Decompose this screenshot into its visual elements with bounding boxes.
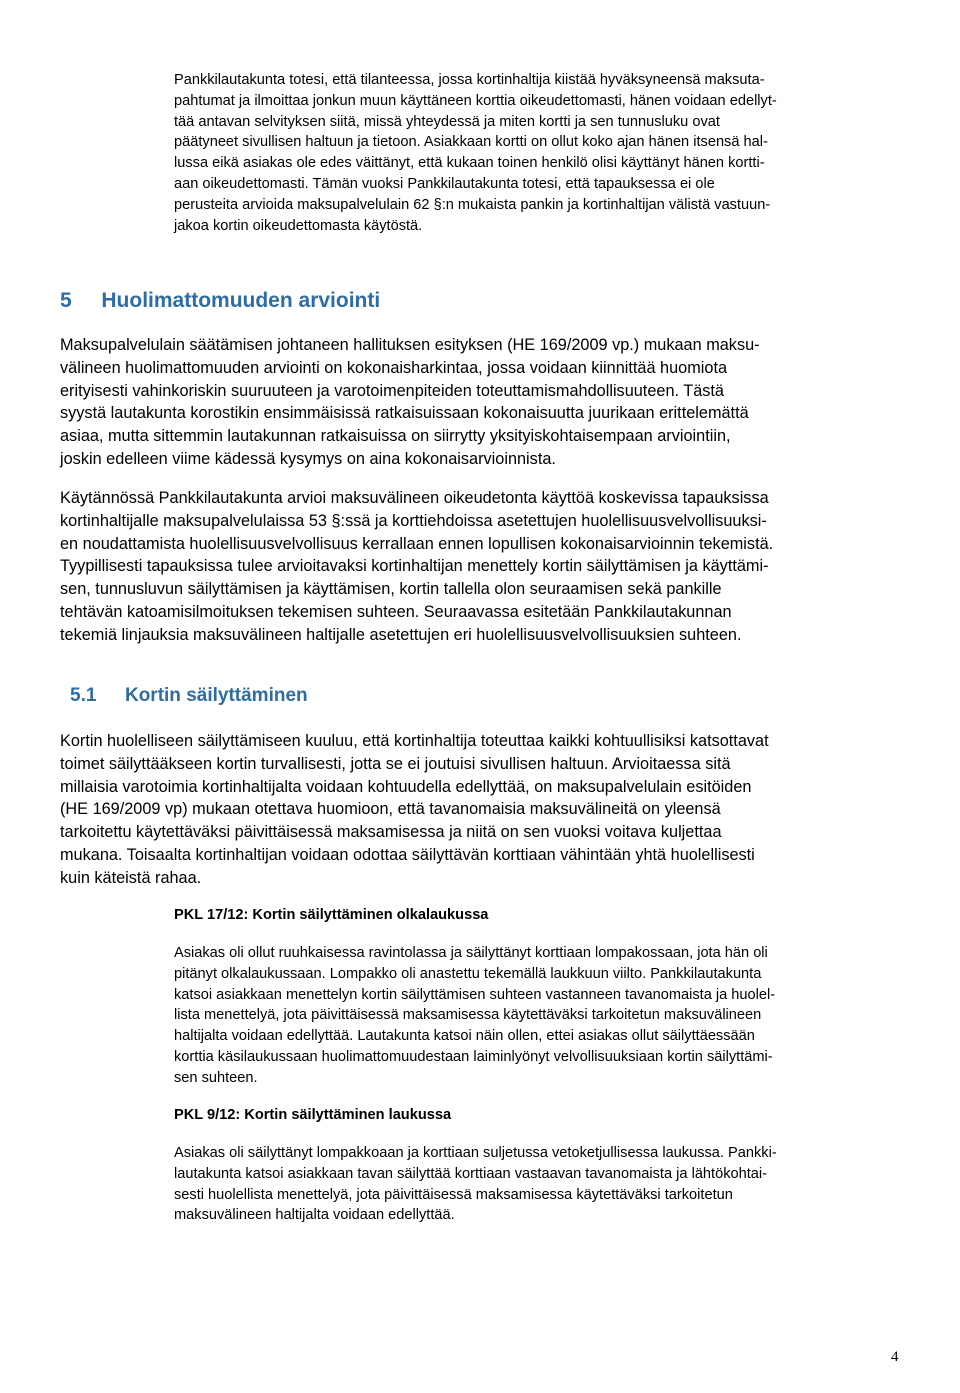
text-line: haltijalta voidaan edellyttää. Lautakunta katsoi näin ollen, ettei asiakas ollut säilyttäessään — [174, 1028, 755, 1045]
text-line: pahtumat ja ilmoittaa jonkun muun käyttäneen korttia oikeudettomasti, hänen voidaan edellyt- — [174, 92, 777, 109]
text-line: toimet säilyttääkseen kortin turvallisesti, jotta se ei joutuisi sivullisen haltuun. Arvioitaessa sitä — [60, 754, 731, 773]
intro-paragraph — [174, 70, 777, 236]
text-line: aan oikeudettomasti. Tämän vuoksi Pankkilautakunta totesi, että tapauksessa ei ole — [174, 175, 715, 192]
section-5-number: 5 — [60, 289, 72, 312]
page-number: 4 — [891, 1349, 899, 1365]
text-line: välineen huolimattomuuden arviointi on kokonaisharkintaa, jossa voidaan kiinnittää huomiota — [60, 358, 728, 377]
text-line: pitänyt olkalaukussaan. Lompakko oli anastettu tekemällä laukkuun viilto. Pankkilautakunta — [174, 965, 762, 982]
text-line: maksuvälineen haltijalta voidaan edellyttää. — [174, 1207, 455, 1224]
text-line: (HE 169/2009 vp) mukaan otettava huomioon, että tavanomaisia maksuvälineitä on yleensä — [60, 800, 721, 819]
section-5-heading — [60, 287, 380, 315]
text-line: päätyneet sivullisen haltuun ja tietoon. Asiakkaan kortti on ollut koko ajan hänen itsensä hal- — [174, 134, 768, 151]
text-line: sen, tunnusluvun säilyttämisen ja käyttämisen, kortin tallella olon seuraamisen sekä pankille — [60, 580, 722, 599]
text-line: en noudattamista huolellisuusvelvollisuus kerrallaan ennen lopullisen kokonaisarvioinnin tekemistä. — [60, 534, 774, 553]
text-line: sesti huolellista menettelyä, jota päivittäisessä maksamisessa käytettäväksi tarkoitetun — [174, 1186, 733, 1203]
text-line: tekemiä linjauksia maksuvälineen haltijalle asetettujen eri huolellisuusvelvollisuuksien suhteen. — [60, 625, 742, 644]
text-line: sen suhteen. — [174, 1069, 258, 1086]
text-line: jakoa kortin oikeudettomasta käytöstä. — [174, 217, 423, 234]
text-line: Tyypillisesti tapauksissa tulee arvioitavaksi kortinhaltijan menettely kortin säilyttämisen ja käyttämi- — [60, 557, 769, 576]
text-line: joskin edelleen viime kädessä kysymys on aina kokonaisarvioinnista. — [60, 449, 556, 468]
case-1-title: PKL 17/12: Kortin säilyttäminen olkalaukussa — [174, 907, 489, 923]
text-line: syystä lautakunta korostikin ensimmäisissä ratkaisuissaan kokonaisuutta juurikaan erittelemättä — [60, 404, 749, 423]
text-line: Pankkilautakunta totesi, että tilanteessa, jossa kortinhaltija kiistää hyväksyneensä maksuta- — [174, 72, 765, 88]
text-line: mukana. Toisaalta kortinhaltijan voidaan odottaa säilyttävän korttiaan vähintään yhtä huolellisesti — [60, 845, 755, 864]
text-line: tehtävän katoamisilmoituksen tekemisen suhteen. Seuraavassa esitetään Pankkilautakunnan — [60, 602, 732, 621]
text-line: korttia käsilaukussaan huolimattomuudestaan laiminlyönyt velvollisuuksiaan kortin säilyttämi- — [174, 1048, 773, 1065]
text-line: Maksupalvelulain säätämisen johtaneen hallituksen esityksen (HE 169/2009 vp.) mukaan maksu- — [60, 336, 760, 354]
text-line: katsoi asiakkaan menettelyn kortin säilyttämisen suhteen vastanneen tavanomaista ja huolel- — [174, 986, 776, 1003]
section-5-paragraph-1 — [60, 334, 760, 471]
text-line: millaisia varotoimia kortinhaltijalta voidaan kohtuudella edellyttää, on maksupalvelulain esitöiden — [60, 777, 752, 796]
text-line: Kortin huolelliseen säilyttämiseen kuuluu, että kortinhaltija toteuttaa kaikki kohtuullisiksi katsottavat — [60, 732, 769, 750]
section-5-1-title: Kortin säilyttäminen — [124, 685, 308, 706]
case-2-title: PKL 9/12: Kortin säilyttäminen laukussa — [174, 1107, 452, 1123]
section-5-1-number: 5.1 — [70, 685, 97, 706]
text-line: kuin käteistä rahaa. — [60, 868, 202, 887]
section-5-1-heading — [70, 683, 308, 709]
text-line: asiaa, mutta sittemmin lautakunnan ratkaisuissa on siirrytty yksityiskohtaisempaan arviointiin, — [60, 427, 731, 446]
text-line: Asiakas oli säilyttänyt lompakkoaan ja korttiaan suljetussa vetoketjullisessa laukussa. Pankki- — [174, 1145, 777, 1161]
section-5-title: Huolimattomuuden arviointi — [101, 289, 381, 312]
case-1-paragraph — [174, 943, 775, 1089]
text-line: tää antavan selvityksen siitä, missä yhteydessä ja miten kortti ja sen tunnusluku ovat — [174, 113, 720, 130]
text-line: kortinhaltijalle maksupalvelulaissa 53 §:ssä ja korttiehdoissa asetettujen huolellisuusvelvollisuuksi- — [60, 511, 767, 530]
text-line: tarkoitettu käytettäväksi päivittäisessä maksamisessa ja niitä on sen vuoksi voitava kuljettaa — [60, 823, 722, 842]
section-5-paragraph-2 — [60, 487, 773, 647]
case-2-paragraph — [174, 1143, 777, 1226]
section-5-1-paragraph — [60, 730, 769, 890]
text-line: lautakunta katsoi asiakkaan tavan säilyttää korttiaan vastaavan tavanomaista ja lähtökohtai- — [174, 1165, 768, 1182]
text-line: erityisesti vahinkoriskin suuruuteen ja varotoimenpiteiden toteuttamismahdollisuuteen. Tästä — [60, 381, 724, 400]
text-line: perusteita arvioida maksupalvelulain 62 §:n mukaista pankin ja kortinhaltijan välistä vastuun- — [174, 196, 771, 213]
text-line: lussa eikä asiakas ole edes väittänyt, että kukaan toinen henkilö olisi käyttänyt hänen kortti- — [174, 155, 765, 172]
text-line: lista menettelyä, jota päivittäisessä maksamisessa käytettäväksi tarkoitetun maksuvälineen — [174, 1007, 762, 1024]
text-line: Asiakas oli ollut ruuhkaisessa ravintolassa ja säilyttänyt korttiaan lompakossaan, jota hän oli — [174, 945, 768, 961]
text-line: Käytännössä Pankkilautakunta arvioi maksuvälineen oikeudetonta käyttöä koskevissa tapauksissa — [60, 489, 769, 507]
